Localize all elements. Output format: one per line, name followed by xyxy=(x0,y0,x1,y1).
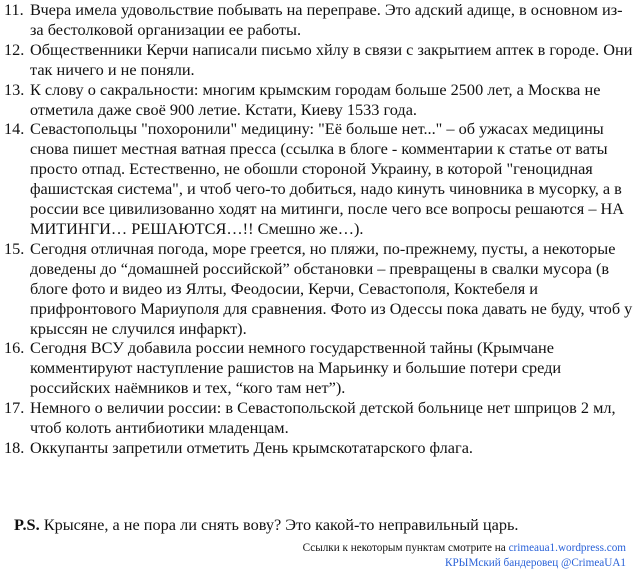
footer xyxy=(303,541,626,570)
item-text: Севастопольцы "похоронили" медицину: "Её больше нет..." – об ужасах медицины снова пишет местная ватная пресса (ссылка в блоге - комментарии к статье от ваты просто отпад. Естественно, не обошли стороной Украину, в которой "геноцидная фашистская система", и чтоб чего-то добиться, надо кинуть чиновника в мусорку, а в россии все цивилизованно ходят на митинги, после чего все вопросы решаются – НА МИТИНГИ… РЕШАЮТСЯ…!! Смешно же…). xyxy=(30,119,625,238)
item-number: 14. xyxy=(4,119,25,139)
item-number: 17. xyxy=(4,398,25,418)
item-text: Сегодня отличная погода, море греется, но пляжи, по-прежнему, пусты, а некоторые доведены до “домашней российской” обстановки – превращены в свалки мусора (в блоге фото и видео из Ялты, Феодосии, Керчи, Севастополя, Коктебеля и прифронтового Мариуполя для сравнения. Фото из Одессы пока давать не буду, чтоб у крыссян не случился инфаркт). xyxy=(30,238,633,338)
blog-link[interactable]: crimeaua1.wordpress.com xyxy=(508,542,626,554)
list-item xyxy=(0,0,643,40)
list-item xyxy=(0,40,643,80)
item-text: Вчера имела удовольствие побывать на переправе. Это адский адище, в основном из-за бестолковой организации ее работы. xyxy=(30,0,623,39)
item-text: Немного о величии россии: в Севастопольской детской больнице нет шприцов 2 мл, чтоб колоть антибиотики младенцам. xyxy=(30,398,616,438)
postscript xyxy=(14,515,519,535)
list-item xyxy=(0,119,643,238)
footer-signature: КРЫМский бандеровец @CrimeaUA1 xyxy=(445,556,626,569)
item-text: К слову о сакральности: многим крымским городам больше 2500 лет, а Москва не отметила даже своё 900 летие. Кстати, Киеву 1533 года. xyxy=(30,79,601,119)
item-text: Оккупанты запретили отметить День крымскотатарского флага. xyxy=(30,437,474,457)
list-item xyxy=(0,80,643,120)
footer-links-line xyxy=(303,541,626,556)
footer-links-prefix: Ссылки к некоторым пунктам смотрите на xyxy=(302,542,506,554)
item-text: Сегодня ВСУ добавила россии немного государственной тайны (Крымчане комментируют наступление рашистов на Марьинку и большие потери среди российских наёмников и тех, “кого там нет”). xyxy=(30,338,562,398)
item-text: Общественники Керчи написали письмо хйлу в связи с закрытием аптек в городе. Они так ничего и не поняли. xyxy=(30,39,633,79)
list-item xyxy=(0,239,643,339)
item-number: 18. xyxy=(4,437,25,457)
postscript-text: Крысяне, а не пора ли снять вову? Это какой-то неправильный царь. xyxy=(43,515,519,534)
postscript-label: P.S. xyxy=(14,515,40,534)
item-number: 12. xyxy=(4,39,25,59)
item-number: 11. xyxy=(4,0,24,19)
list-item xyxy=(0,438,643,458)
item-number: 16. xyxy=(4,338,25,358)
list-item xyxy=(0,338,643,398)
item-number: 15. xyxy=(4,238,25,258)
item-number: 13. xyxy=(4,79,25,99)
list-item xyxy=(0,398,643,438)
